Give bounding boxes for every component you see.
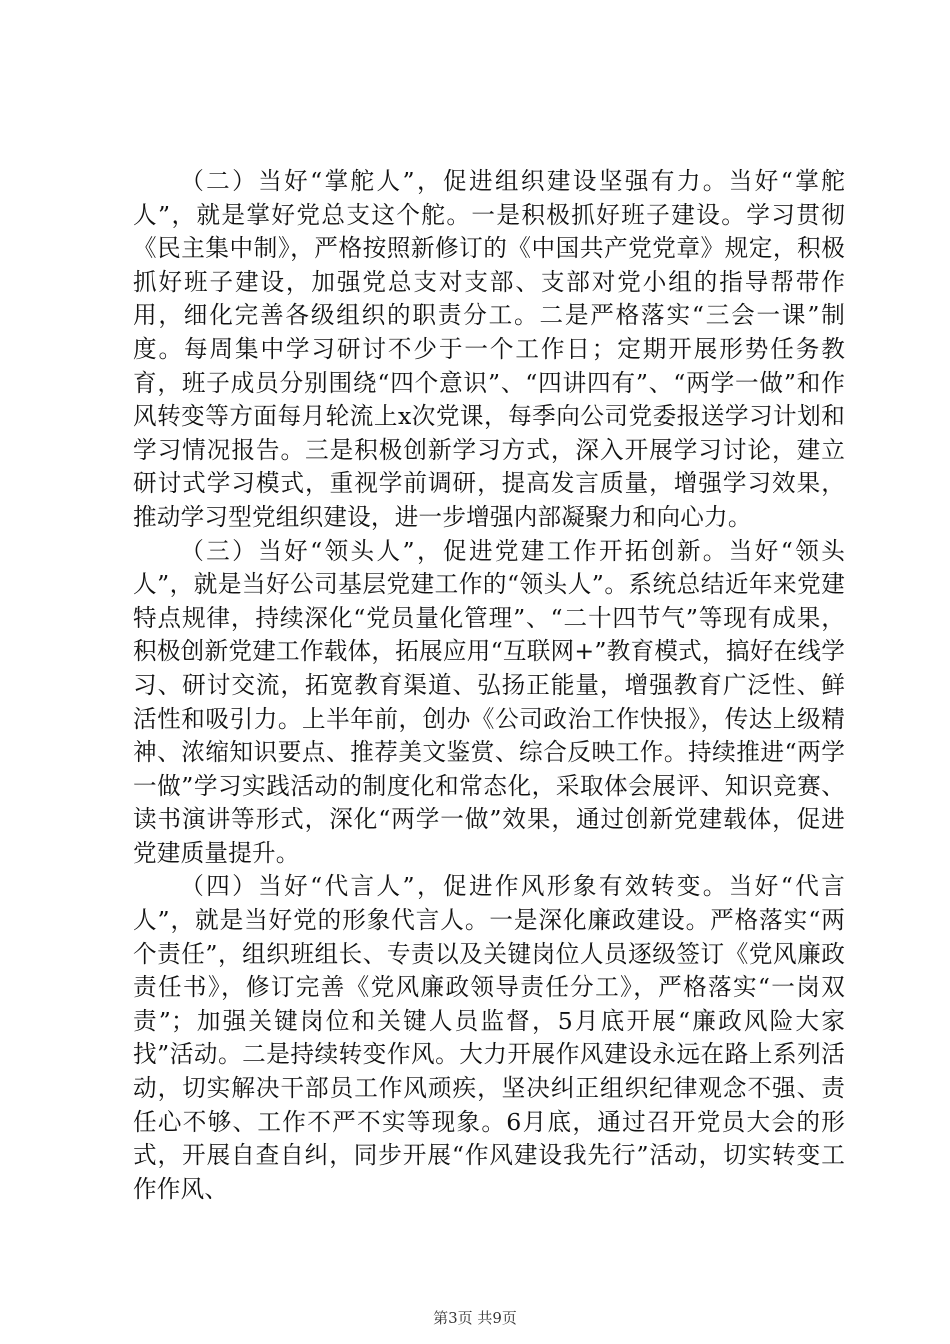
paragraph-section-4: （四）当好“代言人”，促进作风形象有效转变。当好“代言人”，就是当好党的形象代言人。一是深化廉政建设。严格落实“两个责任”，组织班组长、专责以及关键岗位人员逐级签订《党风廉政责任书》，修订完善《党风廉政领导责任分工》，严格落实“一岗双责”；加强关键岗位和关键人员监督，5月底开展“廉政风险大家找”活动。二是持续转变作风。大力开展作风建设永远在路上系列活动，切实解决干部员工作风顽疾，坚决纠正组织纪律观念不强、责任心不够、工作不严不实等现象。6月底，通过召开党员大会的形式，开展自查自纠，同步开展“作风建设我先行”活动，切实转变工作作风、 xyxy=(133,872,845,1203)
page-number-footer: 第3页 共9页 xyxy=(433,1309,517,1327)
paragraph-section-2: （二）当好“掌舵人”，促进组织建设坚强有力。当好“掌舵人”，就是掌好党总支这个舵。一是积极抓好班子建设。学习贯彻《民主集中制》，严格按照新修订的《中国共产党党章》规定，积极抓好班子建设，加强党总支对支部、支部对党小组的指导帮带作用，细化完善各级组织的职责分工。二是严格落实“三会一课”制度。每周集中学习研讨不少于一个工作日；定期开展形势任务教育，班子成员分别围绕“四个意识”、“四讲四有”、“两学一做”和作风转变等方面每月轮流上x次党课，每季向公司党委报送学习计划和学习情况报告。三是积极创新学习方式，深入开展学习讨论，建立研讨式学习模式，重视学前调研，提高发言质量，增强学习效果，推动学习型党组织建设，进一步增强内部凝聚力和向心力。 xyxy=(133,167,845,531)
paragraph-section-3: （三）当好“领头人”，促进党建工作开拓创新。当好“领头人”，就是当好公司基层党建工作的“领头人”。系统总结近年来党建特点规律，持续深化“党员量化管理”、“二十四节气”等现有成果，积极创新党建工作载体，拓展应用“互联网+”教育模式，搞好在线学习、研讨交流，拓宽教育渠道、弘扬正能量，增强教育广泛性、鲜活性和吸引力。上半年前，创办《公司政治工作快报》，传达上级精神、浓缩知识要点、推荐美文鉴赏、综合反映工作。持续推进“两学一做”学习实践活动的制度化和常态化，采取体会展评、知识竞赛、读书演讲等形式，深化“两学一做”效果，通过创新党建载体，促进党建质量提升。 xyxy=(133,536,845,867)
document-body xyxy=(133,165,845,1206)
